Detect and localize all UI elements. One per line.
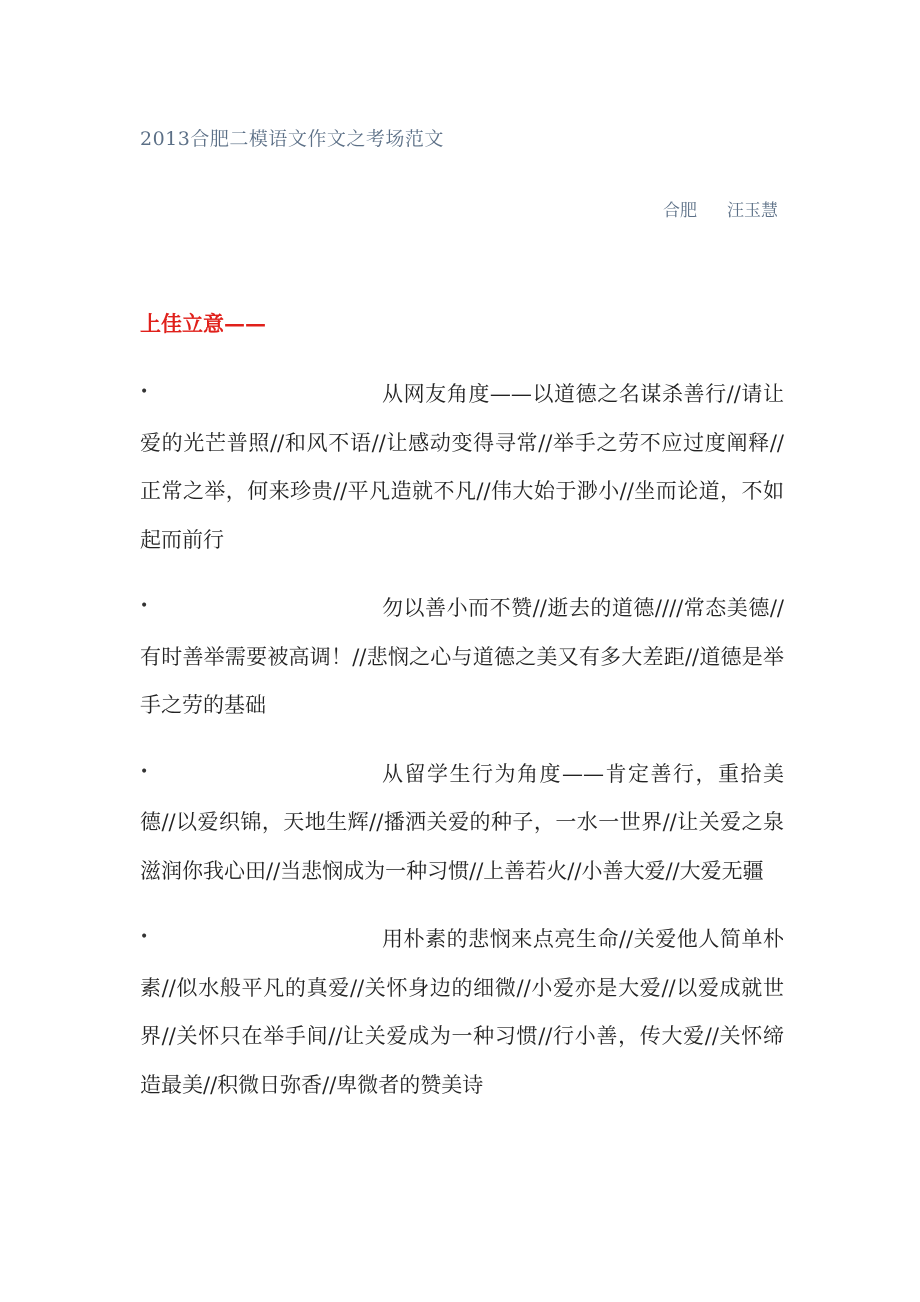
bullet-text: 勿以善小而不赞//逝去的道德////常态美德//有时善举需要被高调！//悲悯之心与道德之美又有多大差距//道德是举手之劳的基础 [140,596,784,717]
bullet-icon: • [140,598,149,614]
bullet-icon: • [140,763,149,780]
document-title: 2013合肥二模语文作文之考场范文 [140,128,444,150]
bullet-list [140,370,784,1129]
section-heading: 上佳立意—— [140,311,266,336]
byline-place: 合肥 [663,201,697,221]
bullet-text: 从留学生行为角度——肯定善行，重拾美德//以爱织锦，天地生辉//播洒关爱的种子，一水一世界//让关爱之泉滋润你我心田//当悲悯成为一种习惯//上善若火//小善大爱//大爱无疆 [140,761,784,883]
byline-author: 汪玉慧 [727,201,778,221]
bullet-icon: • [140,384,149,400]
bullet-item [140,915,784,1109]
bullet-item [140,584,784,730]
bullet-text: 从网友角度——以道德之名谋杀善行//请让爱的光芒普照//和风不语//让感动变得寻常//举手之劳不应过度阐释//正常之举，何来珍贵//平凡造就不凡//伟大始于渺小//坐而论道，不如起而前行 [140,382,784,552]
bullet-item [140,370,784,564]
bullet-icon: • [140,929,149,945]
bullet-text: 用朴素的悲悯来点亮生命//关爱他人简单朴素//似水般平凡的真爱//关怀身边的细微//小爱亦是大爱//以爱成就世界//关怀只在举手间//让关爱成为一种习惯//行小善，传大爱//关怀缔造最美//积微日弥香//卑微者的赞美诗 [140,927,784,1097]
byline [663,196,778,221]
bullet-item [140,750,784,896]
